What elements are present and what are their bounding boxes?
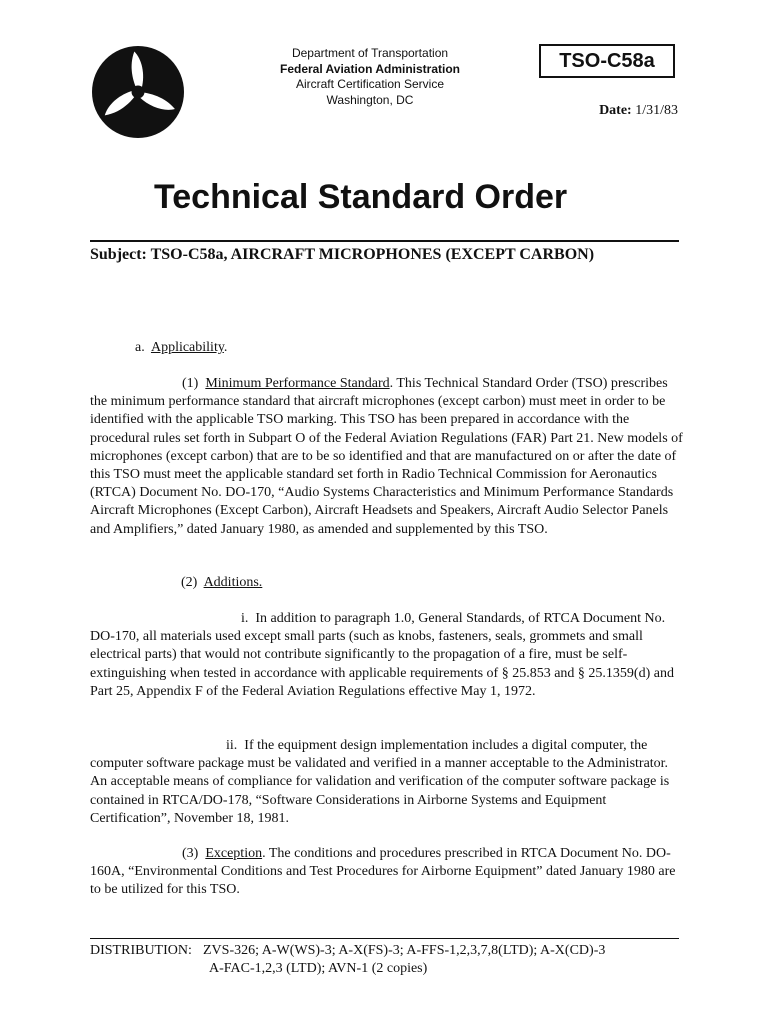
paragraph-2-number: (2) [181, 575, 198, 590]
agency-line-department: Department of Transportation [291, 46, 449, 60]
paragraph-1-text: . This Technical Standard Order (TSO) prescribes the minimum performance standard that aircraft microphones (except carbon) must meet in order to be identified with the applicable TSO marking. This TSO has been prepared in accordance with the procedural rules set forth in Subpart O of the Federal Aviation Regulations (FAR) Part 21. New models of microphones (except carbon) that are to be so identified and that are manufactured on or after the date of this TSO must meet the applicable standard set forth in Radio Technical Commission for Aeronautics (RTCA) Document No. DO-170, “Audio Systems Characteristics and Minimum Performance Standards Aircraft Microphones (Except Carbon), Aircraft Headsets and Speakers, Aircraft Audio Selector Panels and Amplifiers,” dated January 1980, as amended and supplemented by this TSO. [90, 376, 683, 537]
dot-logo-icon [92, 46, 184, 138]
paragraph-2-ii-text: If the equipment design implementation includes a digital computer, the computer software package must be validated and verified in a manner acceptable to the Administrator. An acceptable means of compliance for validation and verification of the computer software package is contained in RTCA/DO-178, “Software Considerations in Airborne Systems and Equipment Certification”, November 18, 1981. [90, 738, 670, 826]
agency-line-location: Washington, DC [326, 92, 414, 107]
paragraph-1-number: (1) [182, 376, 199, 391]
paragraph-2-ii-number: ii. [226, 738, 238, 753]
agency-line-service: Aircraft Certification Service [295, 77, 445, 91]
paragraph-2-i [90, 610, 685, 701]
agency-block [262, 46, 478, 108]
title-divider [90, 240, 679, 242]
paragraph-1-heading: Minimum Performance Standard [205, 376, 390, 391]
paragraph-2 [181, 574, 262, 592]
paragraph-2-ii [90, 737, 685, 828]
date-label: Date: [599, 103, 632, 118]
distribution-label: DISTRIBUTION: [90, 943, 192, 958]
paragraph-1 [90, 375, 685, 539]
date-line [560, 103, 678, 119]
section-a-title: Applicability [150, 340, 224, 355]
paragraph-2-i-number: i. [241, 611, 249, 626]
section-a-heading [135, 339, 227, 357]
paragraph-3-text: . The conditions and procedures prescribed in RTCA Document No. DO-160A, “Environmental Conditions and Test Procedures for Airborne Equipment” dated January 1980 are to be utilized for this TSO. [90, 846, 676, 898]
tso-number-box: TSO-C58a [539, 44, 675, 78]
distribution-divider [90, 938, 679, 939]
paragraph-3-number: (3) [182, 846, 199, 861]
paragraph-3-heading: Exception [205, 846, 263, 861]
section-a-number: a. [135, 340, 145, 355]
document-title: Technical Standard Order [154, 178, 568, 216]
date-value: 1/31/83 [635, 103, 678, 118]
paragraph-2-heading: Additions. [203, 575, 263, 590]
distribution-line-1: ZVS-326; A-W(WS)-3; A-X(FS)-3; A-FFS-1,2,3,7,8(LTD); A-X(CD)-3 [203, 943, 606, 958]
paragraph-2-i-text: In addition to paragraph 1.0, General Standards, of RTCA Document No. DO-170, all materials used except small parts (such as knobs, fasteners, seals, grommets and small electrical parts) that would not contribute significantly to the propagation of a fire, must be self-extinguishing when tested in accordance with applicable requirements of § 25.853 and § 25.1359(d) and Part 25, Appendix F of the Federal Aviation Regulations effective May 1, 1972. [90, 611, 674, 699]
paragraph-3 [90, 845, 685, 900]
subject-line: Subject: TSO-C58a, AIRCRAFT MICROPHONES (EXCEPT CARBON) [90, 246, 595, 263]
distribution-line-2: A-FAC-1,2,3 (LTD); AVN-1 (2 copies) [209, 961, 428, 976]
agency-line-faa: Federal Aviation Administration [279, 61, 461, 76]
section-a-suffix: . [223, 340, 228, 355]
